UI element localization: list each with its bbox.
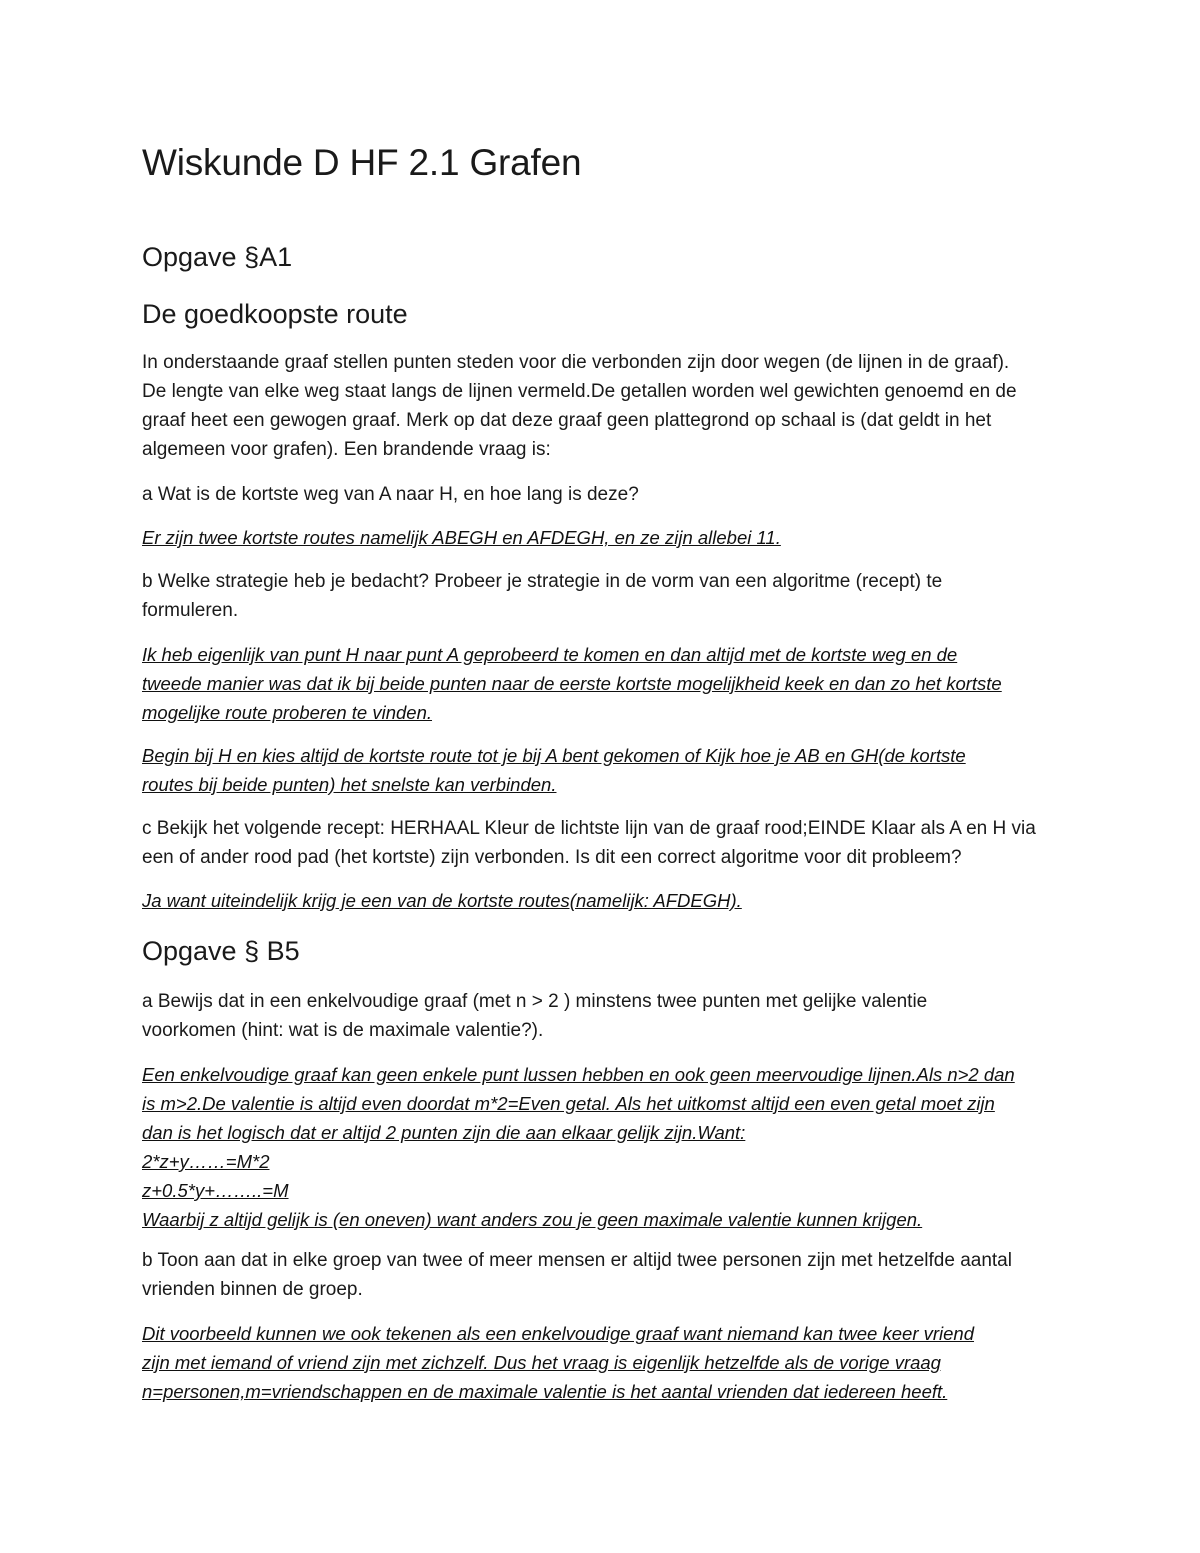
answer-b5-a — [142, 1060, 1067, 1234]
answer-text: Er zijn twee kortste routes namelijk ABEGH en AFDEGH, en ze zijn allebei 11. — [142, 527, 781, 548]
answer-line: routes bij beide punten) het snelste kan verbinden. — [142, 774, 557, 795]
answer-line: Ik heb eigenlijk van punt H naar punt A geprobeerd te komen en dan altijd met de kortste weg en de — [142, 644, 958, 665]
answer-a1-c — [142, 886, 1067, 915]
document-title: Wiskunde D HF 2.1 Grafen — [142, 142, 582, 183]
intro-line: graaf heet een gewogen graaf. Merk op dat deze graaf geen plattegrond op schaal is (dat geldt in het — [142, 410, 992, 431]
answer-line: Begin bij H en kies altijd de kortste route tot je bij A bent gekomen of Kijk hoe je AB en GH(de kortste — [142, 745, 966, 766]
question-line: a Bewijs dat in een enkelvoudige graaf (met n > 2 ) minstens twee punten met gelijke valentie — [142, 991, 928, 1012]
answer-line: Een enkelvoudige graaf kan geen enkele punt lussen hebben en ook geen meervoudige lijnen.Als n>2 dan — [142, 1064, 1015, 1085]
answer-a1-b-second — [142, 741, 1067, 799]
answer-line: Waarbij z altijd gelijk is (en oneven) want anders zou je geen maximale valentie kunnen krijgen. — [142, 1209, 923, 1230]
section-subheading-goedkoopste-route: De goedkoopste route — [142, 299, 408, 329]
intro-line: algemeen voor grafen). Een brandende vraag is: — [142, 439, 551, 460]
answer-formula-line: z+0.5*y+……..=M — [142, 1180, 289, 1201]
answer-line: zijn met iemand of vriend zijn met zichzelf. Dus het vraag is eigenlijk hetzelfde als de vorige vraag — [142, 1352, 941, 1373]
answer-a1-a — [142, 523, 1067, 552]
question-line: c Bekijk het volgende recept: HERHAAL Kleur de lichtste lijn van de graaf rood;EINDE Klaar als A en H via — [142, 818, 1036, 839]
answer-line: Dit voorbeeld kunnen we ook tekenen als een enkelvoudige graaf want niemand kan twee keer vriend — [142, 1323, 975, 1344]
intro-line: De lengte van elke weg staat langs de lijnen vermeld.De getallen worden wel gewichten genoemd en de — [142, 381, 1017, 402]
answer-a1-b-first — [142, 640, 1067, 727]
question-line: vrienden binnen de groep. — [142, 1279, 363, 1300]
answer-line: is m>2.De valentie is altijd even doordat m*2=Even getal. Als het uitkomst altijd een even getal moet zijn — [142, 1093, 995, 1114]
question-text: a Wat is de kortste weg van A naar H, en hoe lang is deze? — [142, 484, 639, 505]
answer-line: dan is het logisch dat er altijd 2 punten zijn die aan elkaar gelijk zijn.Want: — [142, 1122, 746, 1143]
question-line: formuleren. — [142, 600, 239, 621]
answer-text: Ja want uiteindelijk krijg je een van de kortste routes(namelijk: AFDEGH). — [142, 890, 742, 911]
intro-line: In onderstaande graaf stellen punten steden voor die verbonden zijn door wegen (de lijnen in de graaf). — [142, 352, 1010, 373]
question-b5-a — [142, 987, 1062, 1045]
answer-line: n=personen,m=vriendschappen en de maximale valentie is het aantal vrienden dat iedereen heeft. — [142, 1381, 948, 1402]
question-a1-b — [142, 567, 1062, 625]
question-a1-a — [142, 480, 1062, 509]
question-line: b Toon aan dat in elke groep van twee of meer mensen er altijd twee personen zijn met hetzelfde aantal — [142, 1250, 1012, 1271]
answer-line: mogelijke route proberen te vinden. — [142, 702, 433, 723]
question-line: b Welke strategie heb je bedacht? Probeer je strategie in de vorm van een algoritme (recept) te — [142, 571, 943, 592]
question-b5-b — [142, 1246, 1062, 1304]
answer-b5-b — [142, 1319, 1067, 1406]
intro-paragraph — [142, 348, 1062, 464]
question-a1-c — [142, 814, 1062, 872]
section-heading-b5: Opgave § B5 — [142, 936, 300, 966]
answer-formula-line: 2*z+y……=M*2 — [142, 1151, 270, 1172]
question-line: een of ander rood pad (het kortste) zijn verbonden. Is dit een correct algoritme voor dit probleem? — [142, 847, 962, 868]
question-line: voorkomen (hint: wat is de maximale valentie?). — [142, 1020, 544, 1041]
section-heading-a1: Opgave §A1 — [142, 242, 293, 272]
answer-line: tweede manier was dat ik bij beide punten naar de eerste kortste mogelijkheid keek en dan zo het kortste — [142, 673, 1002, 694]
